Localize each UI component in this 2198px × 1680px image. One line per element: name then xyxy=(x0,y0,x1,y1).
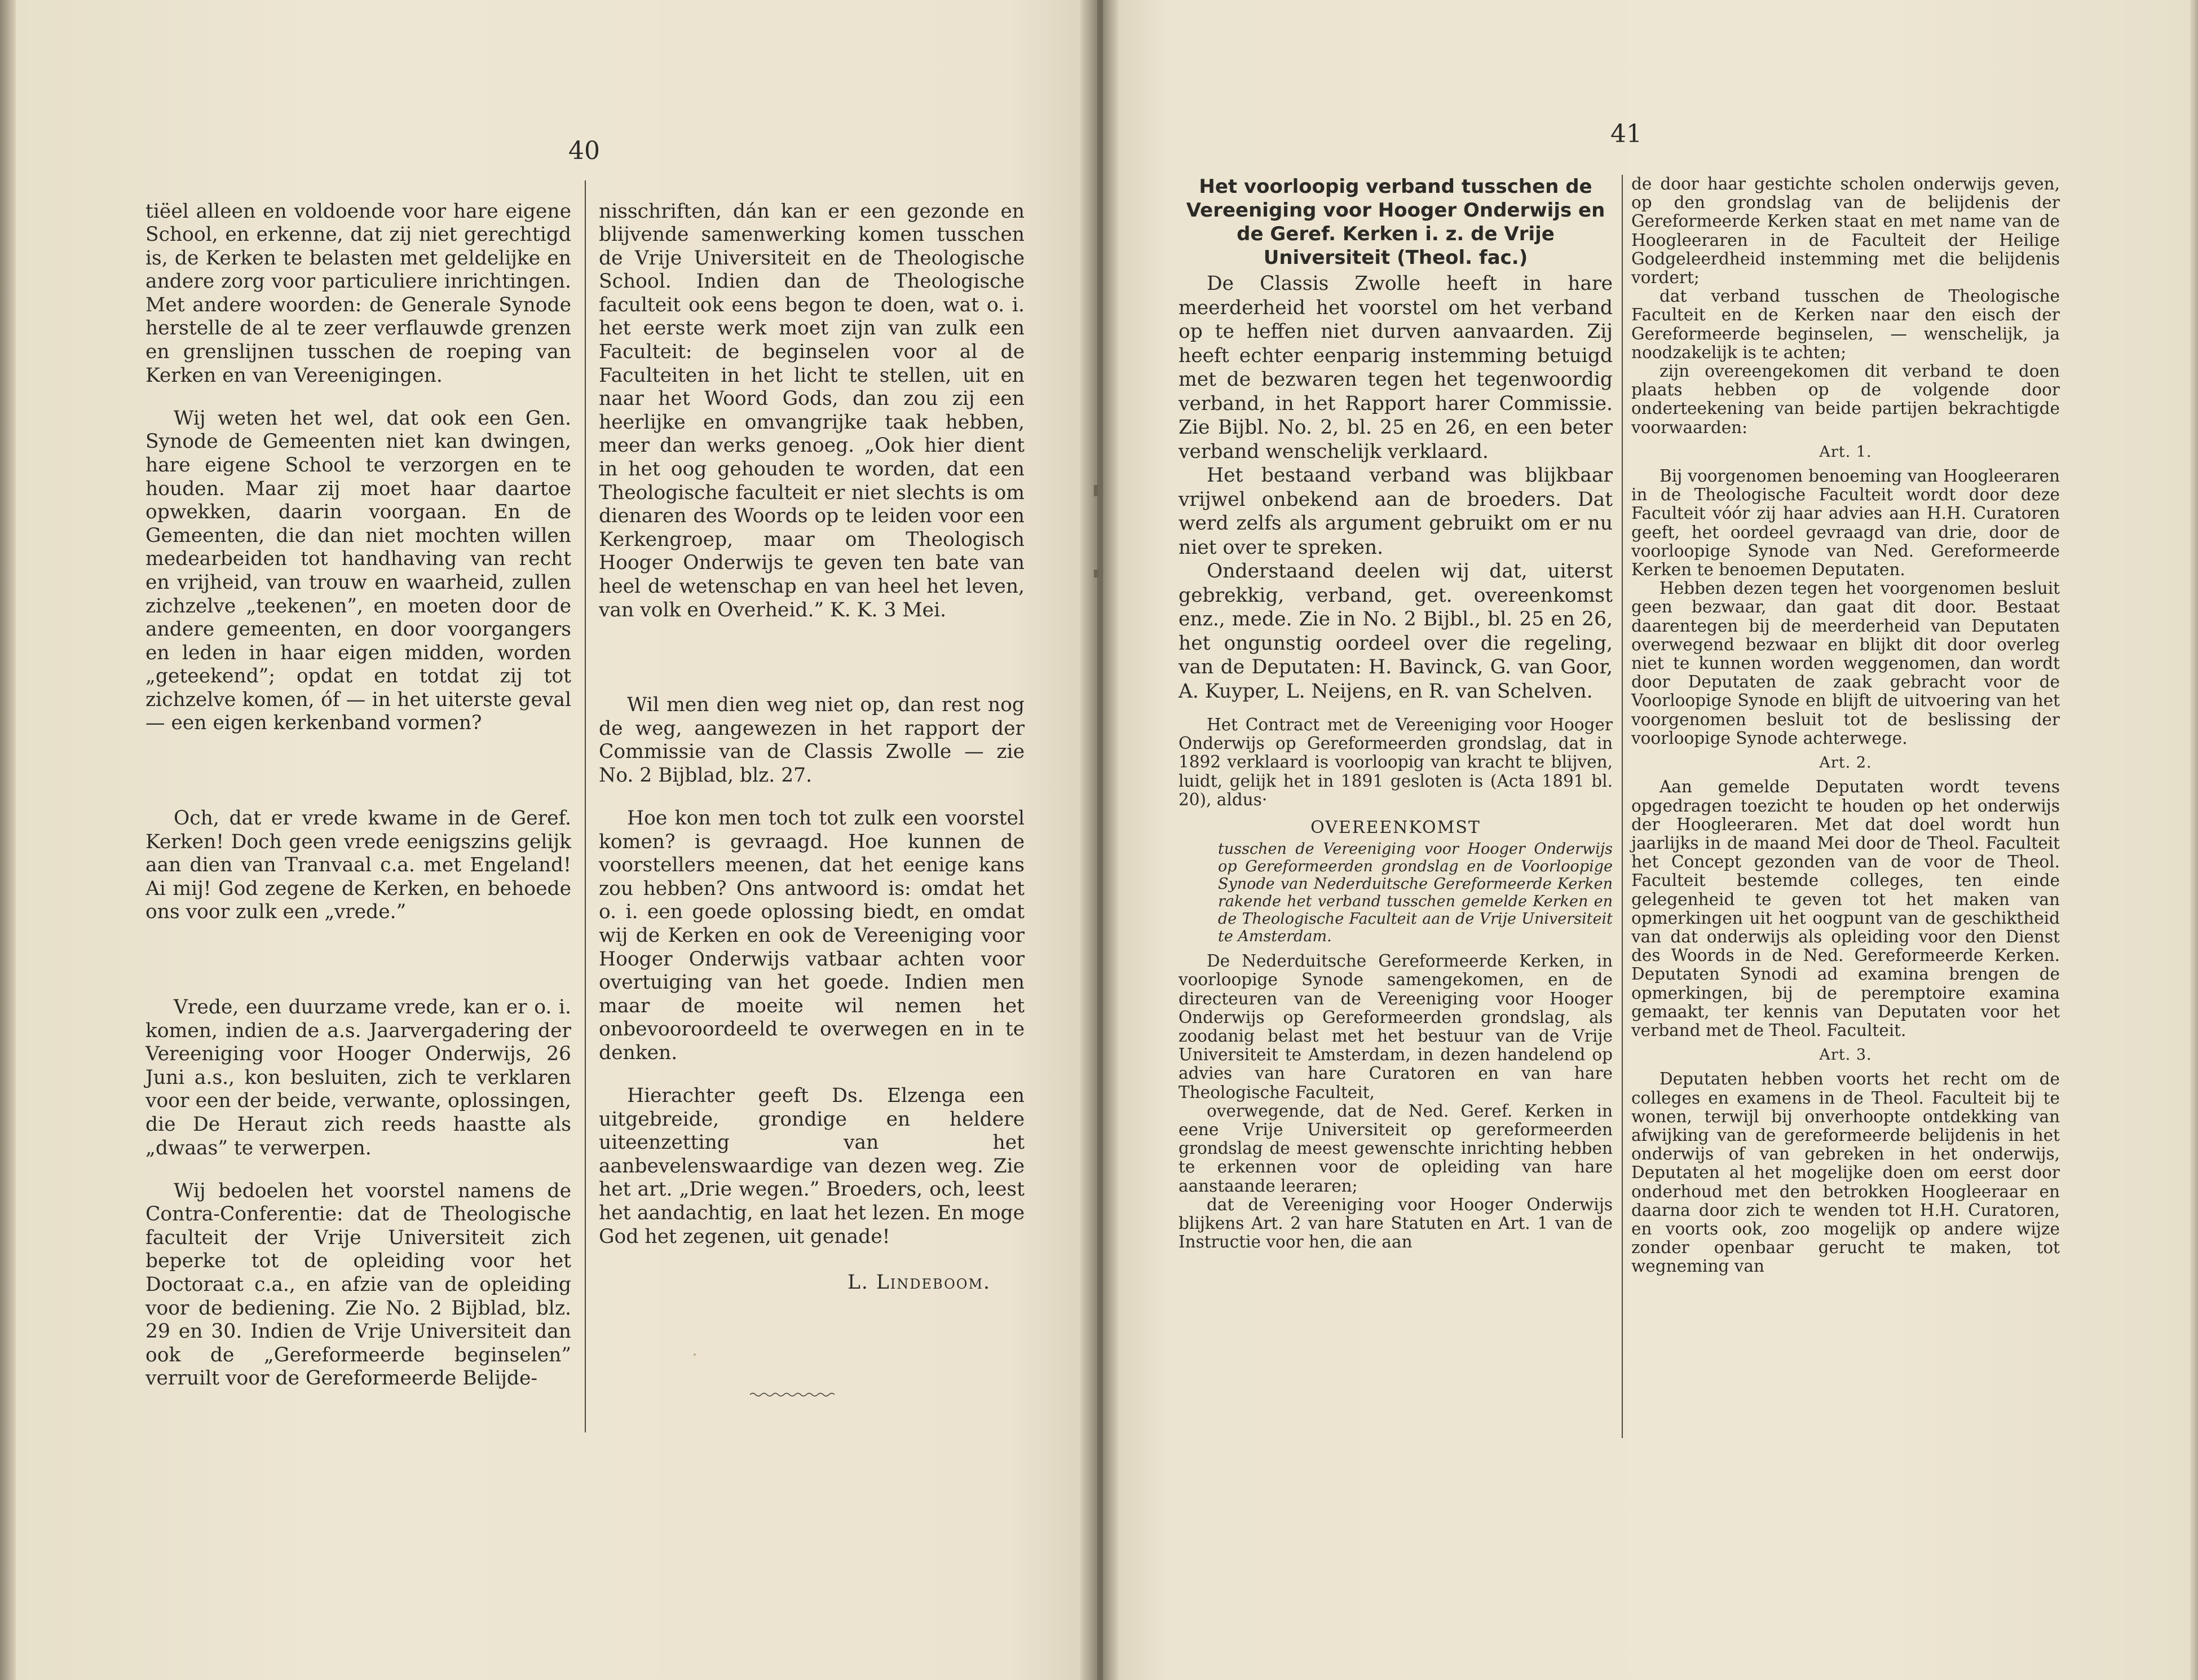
ornament-divider xyxy=(750,1392,835,1397)
paragraph: tiëel alleen en voldoende voor hare eigene School, en erkenne, dat zij niet gerechtigd is, de Kerken te belasten met geldelijke en andere zorg voor particuliere inrichtingen. Met andere woorden: de Generale Synode herstelle de al te zeer verflauwde grenzen en grenslijnen tusschen de roeping van Kerken en van Vereenigingen. xyxy=(145,200,571,387)
paragraph: Bij voorgenomen benoeming van Hoogleeraren in de Theologische Faculteit wordt door deze Faculteit vóór zij haar advies aan H.H. Curatoren geeft, het oordeel gevraagd van drie, door de voorloopige Synode van Ned. Gereformeerde Kerken te benoemen Deputaten. xyxy=(1631,466,2060,580)
paragraph: Onderstaand deelen wij dat, uiterst gebrekkig, verband, get. overeenkomst enz., mede. Zie in No. 2 Bijbl., bl. 25 en 26, het ongunstig oordeel over die regeling, van de Deputaten: H. Bavinck, G. van Goor, A. Kuyper, L. Neijens, en R. van Schelven. xyxy=(1179,560,1613,703)
paragraph: De Classis Zwolle heeft in hare meerderheid het voorstel om het verband op te heffen niet durven aanvaarden. Zij heeft echter eenparig instemming betuigd met de bezwaren tegen het tegenwoordig verband, in het Rapport harer Commissie. Zie Bijbl. No. 2, bl. 25 en 26, en een beter verband wenschelijk verklaard. xyxy=(1179,272,1613,463)
binding-mark xyxy=(1094,570,1098,577)
paragraph: nisschriften, dán kan er een gezonde en blijvende samenwerking komen tusschen de Vrije Universiteit en de Theologische School. Indien dan de Theologische faculteit ook eens begon te doen, wat o. i. het eerste werk moet zijn van zulk een Faculteit: de beginselen voor al de Faculteiten in het licht te stellen, uit en naar het Woord Gods, dan zou zij een heerlijke en omvangrijke taak hebben, meer dan werks genoeg. „Ook hier dient in het oog gehouden te worden, dat een Theologische faculteit er niet slechts is om dienaren des Woords op te leiden voor een Kerkengroep, maar om Theologisch Hooger Onderwijs te geven ten bate van heel de wetenschap en van heel het leven, van volk en Overheid.” K. K. 3 Mei. xyxy=(599,200,1025,621)
right-column-2 xyxy=(1631,175,2060,1276)
article-headline: Het voorloopig verband tusschen de Vereeniging voor Hooger Onderwijs en de Geref. Kerken i. z. de Vrije Universiteit (Theol. fac.) xyxy=(1186,175,1605,269)
paragraph: De Nederduitsche Gereformeerde Kerken, in voorloopige Synode samengekomen, en de directeuren van de Vereeniging voor Hooger Onderwijs op Gereformeerden grondslag, als zoodanig belast met het bestuur van de Vrije Universiteit te Amsterdam, in dezen handelend op advies van hare Curatoren en van hare Theologische Faculteit, xyxy=(1179,951,1613,1102)
left-column-2 xyxy=(599,180,1025,1295)
right-column-1 xyxy=(1179,175,1613,1251)
paragraph: zijn overeengekomen dit verband te doen plaats hebben op de volgende door onderteekening van beide partijen bekrachtigde voorwaarden: xyxy=(1631,361,2060,437)
signature: L. Lindeboom. xyxy=(848,1271,991,1294)
column-divider xyxy=(585,180,586,1432)
left-page xyxy=(0,0,1097,1680)
section-subtitle: tusschen de Vereeniging voor Hooger Onderwijs op Gereformeerden grondslag en de Voorloopige Synode van Nederduitsche Gereformeerde Kerken rakende het verband tusschen gemelde Kerken en de Theologische Faculteit aan de Vrije Universiteit te Amsterdam. xyxy=(1218,840,1613,946)
paragraph: Deputaten hebben voorts het recht om de colleges en examens in de Theol. Faculteit bij te wonen, terwijl bij onverhoopte ontdekking van afwijking van de gereformeerde belijdenis in het onderwijs of van gebreken in het onderwijs, Deputaten al het mogelijke doen om eerst door onderhoud met den betrokken Hoogleeraar en daarna door zich te wenden tot H.H. Curatoren, en voorts ook, zoo mogelijk op andere wijze zonder openbaar gerucht te maken, tot wegneming van xyxy=(1631,1069,2060,1276)
paragraph: Och, dat er vrede kwame in de Geref. Kerken! Doch geen vrede eenigszins gelijk aan dien van Tranvaal c.a. met Engeland! Ai mij! God zegene de Kerken, en behoede ons voor zulk een „vrede.” xyxy=(145,807,571,924)
paper-spot xyxy=(694,1353,696,1356)
paragraph: Wij weten het wel, dat ook een Gen. Synode de Gemeenten niet kan dwingen, hare eigene School te verzorgen en te houden. Maar zij moet haar daartoe opwekken, daarin voorgaan. En de Gemeenten, die dan niet mochten willen medearbeiden tot handhaving van recht en vrijheid, van trouw en waarheid, zullen zichzelve „teekenen”, en moeten door de andere gemeenten, en door voorgangers en leden in haar eigen midden, worden „geteekend”; opdat en totdat zij tot zichzelve komen, óf — in het uiterste geval — een eigen kerkenband vormen? xyxy=(145,407,571,735)
paragraph: Het Contract met de Vereeniging voor Hooger Onderwijs op Gereformeerden grondslag, dat in 1892 verklaard is voorloopig van kracht te blijven, luidt, gelijk het in 1891 gesloten is (Acta 1891 bl. 20), aldus· xyxy=(1179,715,1613,809)
left-page-outer-edge xyxy=(0,0,16,1680)
binding-mark xyxy=(1094,485,1098,496)
paragraph: overwegende, dat de Ned. Geref. Kerken in eene Vrije Universiteit op gereformeerden grondslag de meest gewenschte inrichting hebben te erkennen voor de opleiding van hare aanstaande leeraren; xyxy=(1179,1101,1613,1196)
paragraph: Het bestaand verband was blijkbaar vrijwel onbekend aan de broeders. Dat werd zelfs als argument gebruikt om er nu niet over te spreken. xyxy=(1179,464,1613,559)
page-number: 41 xyxy=(1610,120,1642,148)
paragraph: Vrede, een duurzame vrede, kan er o. i. komen, indien de a.s. Jaarvergadering der Vereeniging voor Hooger Onderwijs, 26 Juni a.s., kon besluiten, zich te verklaren voor een der beide, verwante, oplossingen, die De Heraut zich reeds haastte als „dwaas” te verwerpen. xyxy=(145,996,571,1159)
article-heading: Art. 1. xyxy=(1819,443,1872,461)
page-number: 40 xyxy=(568,136,600,165)
right-page-outer-edge xyxy=(2190,0,2198,1680)
left-page-gutter-shadow xyxy=(1080,0,1097,1680)
paragraph: Wil men dien weg niet op, dan rest nog de weg, aangewezen in het rapport der Commissie van de Classis Zwolle — zie No. 2 Bijblad, blz. 27. xyxy=(599,694,1025,787)
right-page-gutter-shadow xyxy=(1103,0,1119,1680)
paragraph: de door haar gestichte scholen onderwijs geven, op den grondslag van de belijdenis der Gereformeerde Kerken staat en met name van de Hoogleeraren in de Faculteit der Heilige Godgeleerdheid instemming met die belijdenis vordert; xyxy=(1631,174,2060,288)
column-divider xyxy=(1622,175,1623,1438)
paragraph: Wij bedoelen het voorstel namens de Contra-Conferentie: dat de Theologische faculteit der Vrije Universiteit zich beperke tot de opleiding voor het Doctoraat c.a., en afzie van de opleiding voor de bediening. Zie No. 2 Bijblad, blz. 29 en 30. Indien de Vrije Universiteit dan ook de „Gereformeerde beginselen” verruilt voor de Gereformeerde Belijde- xyxy=(145,1179,571,1390)
paragraph: dat verband tusschen de Theologische Faculteit en de Kerken naar den eisch der Gereformeerde beginselen, — wenschelijk, ja noodzakelijk is te achten; xyxy=(1631,286,2060,362)
section-title: OVEREENKOMST xyxy=(1310,818,1481,838)
paragraph: Hebben dezen tegen het voorgenomen besluit geen bezwaar, dan gaat dit door. Bestaat daarentegen bij de meerderheid van Deputaten overwegend bezwaar en blijkt dit door overleg niet te kunnen worden weggenomen, dan wordt door Deputaten de zaak gebracht voor de Voorloopige Synode en blijft de uitvoering van het voorgenomen besluit tot de beslissing der voorloopige Synode achterwege. xyxy=(1631,579,2060,748)
article-heading: Art. 2. xyxy=(1819,754,1872,772)
paragraph: dat de Vereeniging voor Hooger Onderwijs blijkens Art. 2 van hare Statuten en Art. 1 van de Instructie voor hen, die aan xyxy=(1179,1194,1613,1252)
paragraph: Hierachter geeft Ds. Elzenga een uitgebreide, grondige en heldere uiteenzetting van het aanbevelenswaardige van dezen weg. Zie het art. „Drie wegen.” Broeders, och, leest het aandachtig, en laat het lezen. En moge God het zegenen, uit genade! xyxy=(599,1084,1025,1248)
paragraph: Hoe kon men toch tot zulk een voorstel komen? is gevraagd. Hoe kunnen de voorstellers meenen, dat het eenige kans zou hebben? Ons antwoord is: omdat het o. i. een goede oplossing biedt, en omdat wij de Kerken en ook de Vereeniging voor Hooger Onderwijs vatbaar achten voor overtuiging van het goede. Indien men maar de moeite wil nemen het onbevooroordeeld te overwegen en in te denken. xyxy=(599,807,1025,1064)
paragraph: Aan gemelde Deputaten wordt tevens opgedragen toezicht te houden op het onderwijs der Hoogleeraren. Met dat doel wordt hun jaarlijks in de maand Mei door de Theol. Faculteit het Concept gezonden van de voor de Theol. Faculteit bestemde colleges, ten einde gelegenheid te geven tot het maken van opmerkingen uit het oogpunt van de geschiktheid van dat onderwijs als opleiding voor den Dienst des Woords in de Ned. Gereformeerde Kerken. Deputaten Synodi ad examina brengen de opmerkingen, bij de peremptoire examina gemaakt, ter kennis van Deputaten voor het verband met de Theol. Faculteit. xyxy=(1631,777,2060,1040)
article-heading: Art. 3. xyxy=(1819,1046,1872,1064)
left-column-1 xyxy=(145,180,571,1410)
